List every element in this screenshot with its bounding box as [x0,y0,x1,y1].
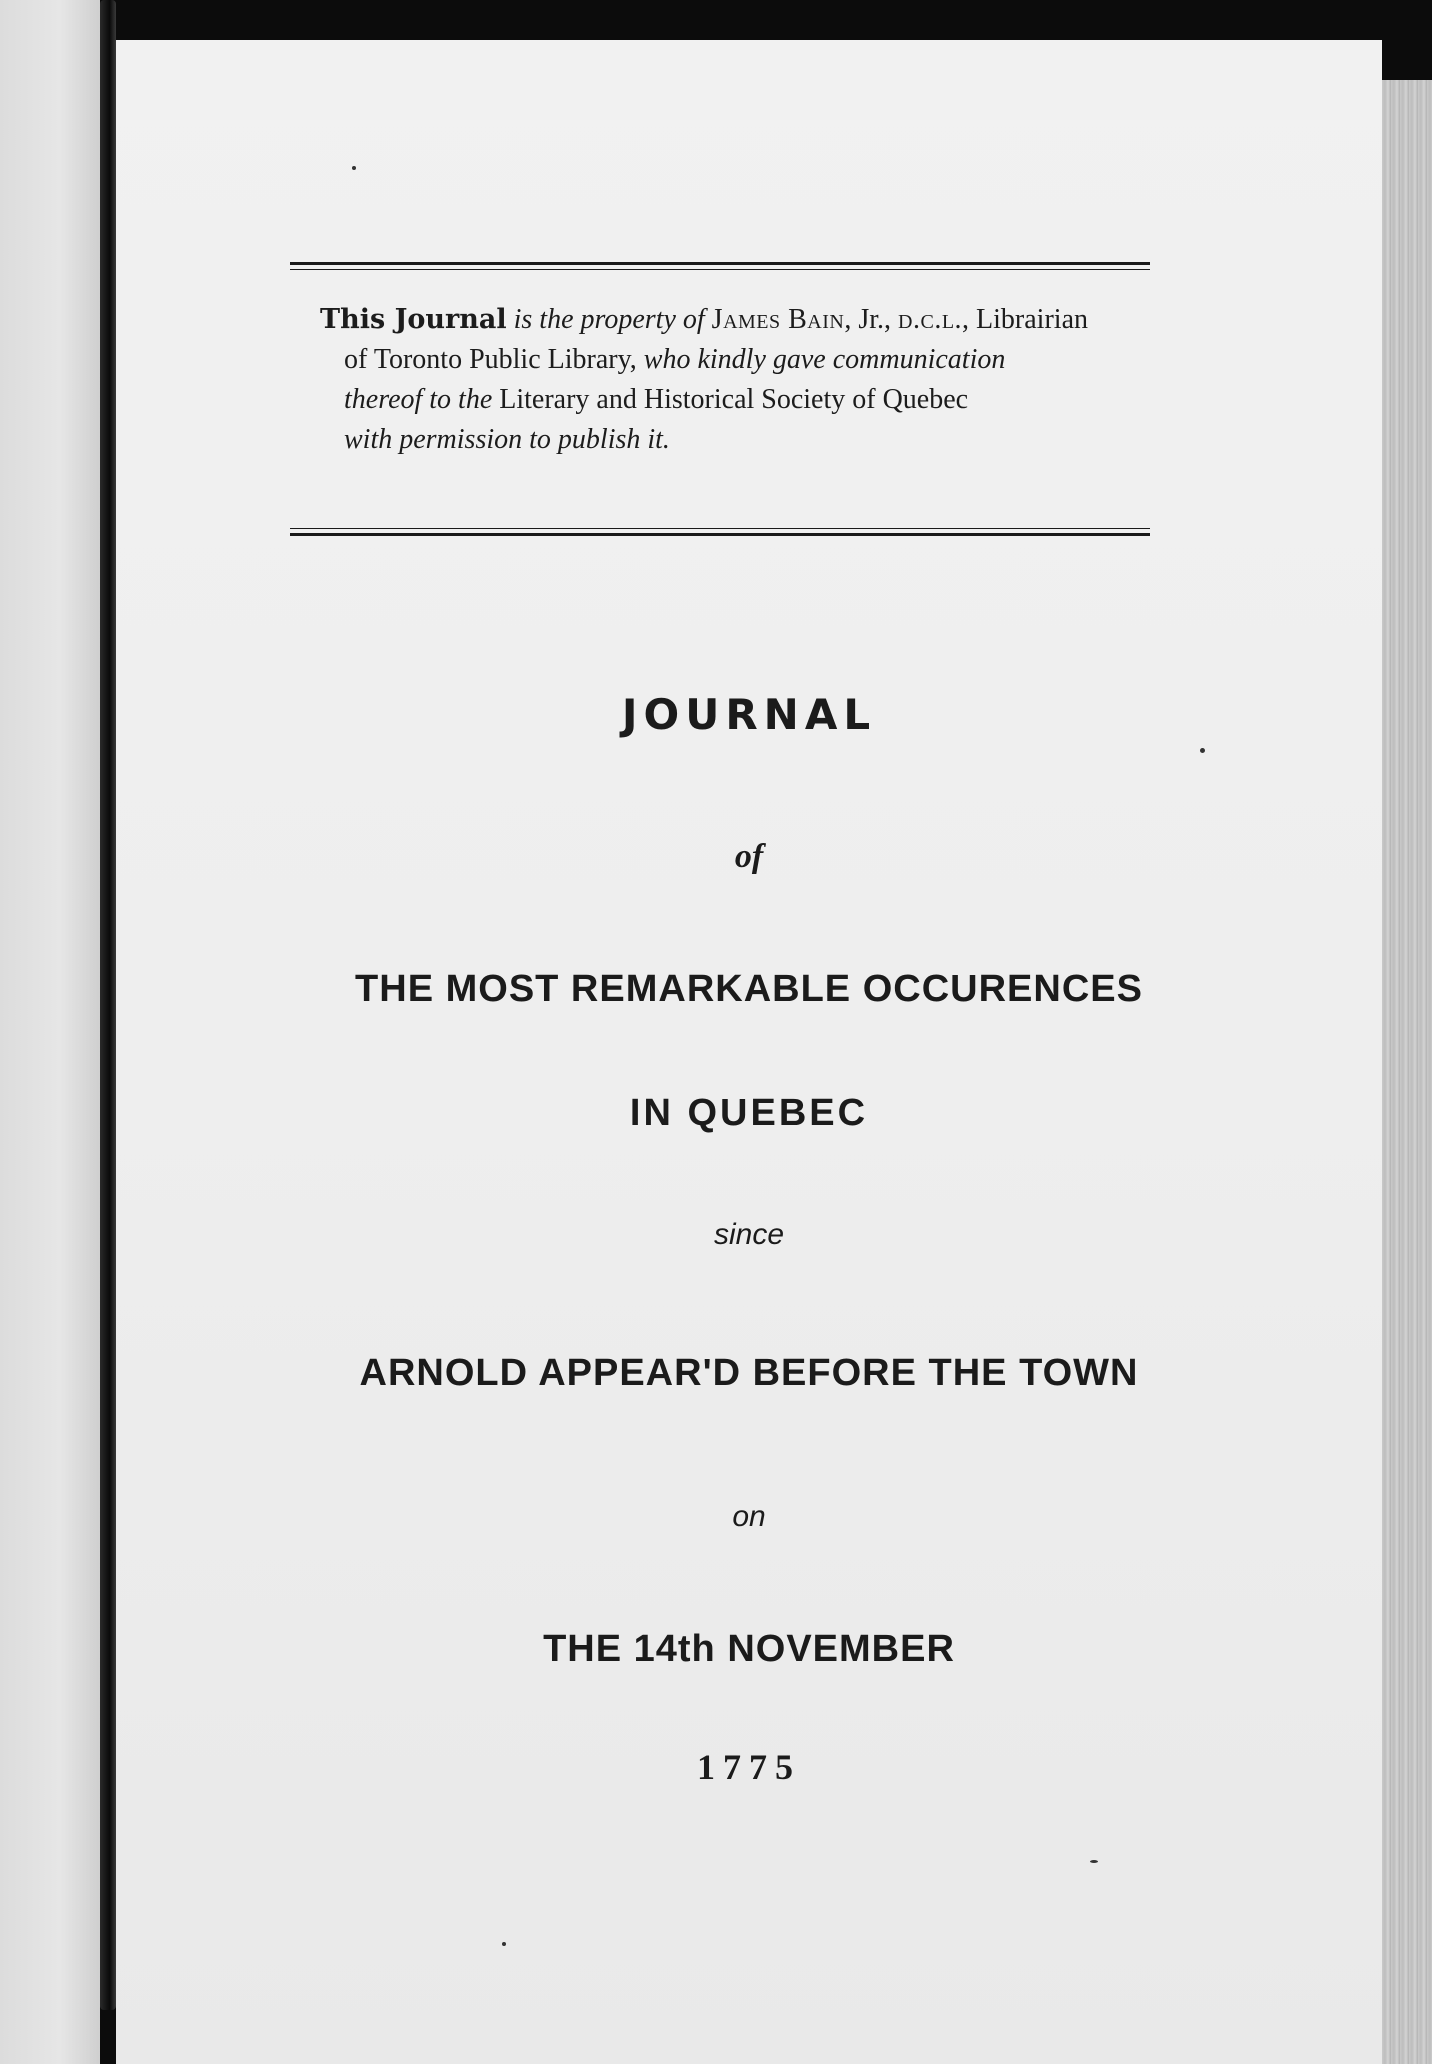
rule-thick [290,262,1150,265]
rule-thick [290,533,1150,536]
rule-thin [290,528,1150,529]
dust-speck [1090,1860,1098,1863]
dust-speck [352,166,356,170]
notice-degree: d.c.l. [898,304,963,335]
rule-thin [290,269,1150,270]
notice-line-2 [320,340,1150,380]
page-stack-edge [1382,80,1432,2064]
top-double-rule [290,262,1150,270]
notice-line-3a: thereof to the [344,384,500,415]
notice-line-1 [320,300,1150,340]
left-page-edge [0,0,100,2064]
notice-line-2a: of Toronto Public Library, [344,344,644,375]
connector-since: since [713,1218,785,1251]
notice-part-2: , Jr., [844,304,899,335]
title-line-date: THE 14th NOVEMBER [543,1628,955,1670]
title-line-quebec: IN QUEBEC [629,1092,869,1134]
journal-title: JOURNAL [621,690,877,739]
notice-part-1: is the property of [506,304,712,335]
title-year: 1775 [697,1747,801,1787]
title-line-arnold: ARNOLD APPEAR'D BEFORE THE TOWN [359,1352,1139,1394]
dust-speck [1200,748,1205,753]
notice-line-2b: who kindly gave communication [643,344,1006,375]
ownership-notice [320,300,1150,460]
dust-speck [502,1942,506,1946]
notice-part-3: , Librairian [962,304,1088,335]
notice-line-3b: Literary and Historical Society of Quebec [499,384,969,415]
notice-line-3 [320,380,1150,420]
notice-lead: This Journal [320,304,507,335]
connector-on: on [732,1500,766,1533]
bottom-double-rule [290,528,1150,536]
notice-owner: James Bain [711,304,845,335]
book-spine [100,0,116,2010]
notice-line-4: with permission to publish it. [344,424,670,455]
connector-of: of [734,838,764,875]
title-line-occurences: THE MOST REMARKABLE OCCURENCES [355,968,1143,1010]
